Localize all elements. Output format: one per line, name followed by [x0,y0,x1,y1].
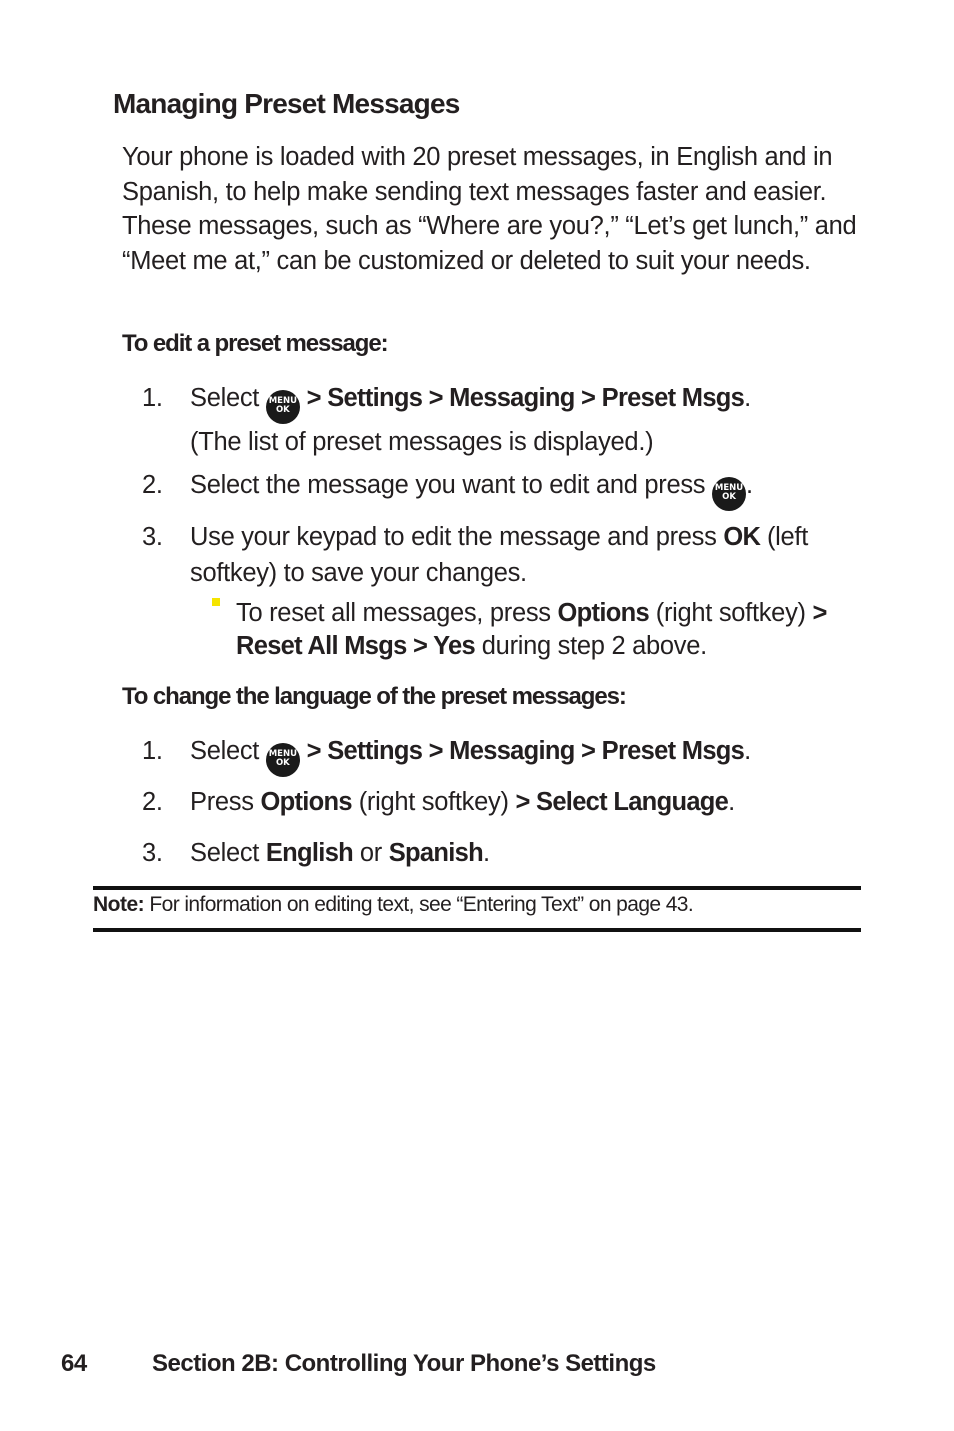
step-suffix: . [483,839,490,867]
step-note: (The list of preset messages is displayed.) [190,428,654,456]
path-arrow: > [812,599,827,627]
note-bottom-rule [93,928,861,932]
step-text: Select [190,839,266,867]
step-middle: (right softkey) [351,788,516,816]
step-text: Select [190,384,266,412]
intro-paragraph: Your phone is loaded with 20 preset messages, in English and in Spanish, to help make sending text messages faster and easier. These messages, such as “Where are you?,” “Let’s get lunch,” and “Meet me at,” can be customized or deleted to suit your needs. [122,143,857,276]
language-step-3 [142,835,862,871]
step-suffix: (left [760,523,808,551]
language-subheading: To change the language of the preset messages: [122,683,626,710]
step-suffix: . [728,788,735,816]
menu-path: > Select Language [515,788,729,816]
step-number: 2. [142,471,163,499]
menu-ok-icon: MENU OK [266,743,300,777]
spanish-option: Spanish [388,839,484,867]
step-number: 3. [142,839,163,867]
step-middle: or [353,839,389,867]
step-text: Use your keypad to edit the message and press [190,523,724,551]
tip-suffix: during step 2 above. [475,632,707,660]
step-continuation: softkey) to save your changes. [190,559,527,587]
step-text: Select the message you want to edit and press [190,471,713,499]
edit-step-3 [142,519,862,591]
language-step-1 [142,733,862,777]
step-number: 1. [142,384,163,412]
menu-ok-icon: MENU OK [266,390,300,424]
edit-step-2 [142,467,862,511]
edit-step-1 [142,380,862,460]
options-label: Options [557,599,649,627]
options-label: Options [260,788,352,816]
note-top-rule [93,886,861,890]
bullet-marker [212,598,220,606]
edit-subheading: To edit a preset message: [122,330,388,357]
section-title: Section 2B: Controlling Your Phone’s Settings [152,1350,656,1377]
reset-path: Reset All Msgs > Yes [236,632,476,660]
step-text: Press [190,788,261,816]
step-number: 2. [142,788,163,816]
note-label: Note: [93,893,145,916]
step-suffix: . [744,384,751,412]
page-number: 64 [61,1350,87,1377]
tip-text: To reset all messages, press [236,599,558,627]
note-text: For information on editing text, see “Entering Text” on page 43. [144,893,694,916]
ok-key-label: OK [723,523,761,551]
note [93,893,693,917]
step-number: 3. [142,523,163,551]
tip-middle: (right softkey) [648,599,813,627]
section-heading: Managing Preset Messages [113,88,460,119]
step-suffix: . [746,471,753,499]
step-number: 1. [142,737,163,765]
menu-path: > Settings > Messaging > Preset Msgs [306,737,745,765]
menu-path: > Settings > Messaging > Preset Msgs [306,384,745,412]
menu-ok-icon: MENU OK [712,477,746,511]
language-step-2 [142,784,862,820]
step-suffix: . [744,737,751,765]
english-option: English [265,839,354,867]
reset-tip [236,597,827,663]
step-text: Select [190,737,266,765]
